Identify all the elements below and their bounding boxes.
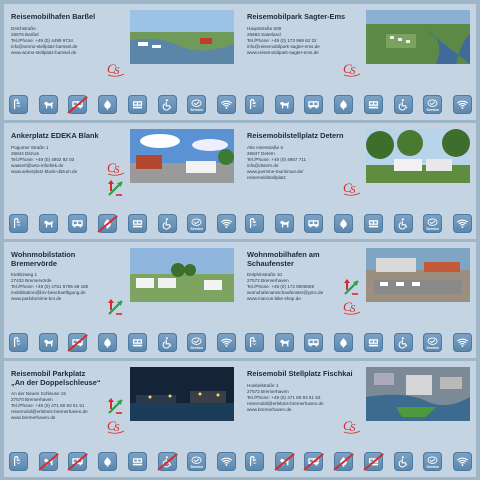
svg-text:C: C <box>343 299 352 314</box>
wifi-icon <box>217 452 236 471</box>
site-card <box>4 4 240 120</box>
address-line: 26847 Detern <box>247 150 275 156</box>
site-address-block <box>11 26 129 56</box>
dog-icon <box>39 95 58 114</box>
height-clearance-icon <box>342 278 362 296</box>
service-icon-label: Service <box>190 346 204 350</box>
svg-text:C: C <box>107 61 116 76</box>
height-clearance-icon <box>106 298 126 316</box>
website-link[interactable]: www.ankerplatz-blank-ditzum.de <box>11 168 78 174</box>
svg-text:C: C <box>107 160 116 175</box>
shower-icon <box>245 214 264 233</box>
wheelchair-icon <box>158 214 177 233</box>
dog-icon <box>275 214 294 233</box>
website-link[interactable]: www.womo-stellplatz-barssel.de <box>11 49 77 55</box>
address-line: Hauptstraße 509 <box>247 26 282 31</box>
address-line: 26844 Ditzum <box>11 150 40 156</box>
amenity-icon-row <box>9 452 236 471</box>
water-icon <box>98 214 117 233</box>
site-title <box>247 131 365 140</box>
water-icon <box>98 333 117 352</box>
site-title <box>247 369 365 378</box>
waste-disposal-icon <box>128 452 147 471</box>
site-title-line: Bremervörde <box>11 259 58 268</box>
wheelchair-icon <box>394 95 413 114</box>
address-line: Tel./Phone: +49 (0) 4499 9734 <box>11 37 73 43</box>
quality-seal-icon <box>342 179 362 197</box>
service-icon <box>423 452 442 471</box>
water-icon <box>334 333 353 352</box>
address-line: 27432 Bremervörde <box>11 277 52 283</box>
site-card <box>240 361 476 477</box>
wifi-icon <box>453 95 472 114</box>
svg-text:S: S <box>114 422 120 434</box>
quality-seal-icon <box>342 298 362 316</box>
site-title <box>11 369 129 387</box>
dog-icon <box>39 333 58 352</box>
site-photo <box>130 10 234 64</box>
service-icon <box>423 214 442 233</box>
shower-icon <box>245 452 264 471</box>
address-line: Kiebitzweg 1 <box>11 272 38 277</box>
site-photo <box>366 129 470 183</box>
waste-disposal-icon <box>364 214 383 233</box>
amenity-icon-row <box>245 95 472 114</box>
water-icon <box>334 214 353 233</box>
service-icon-label: Service <box>190 227 204 231</box>
shower-icon <box>245 95 264 114</box>
waste-disposal-icon <box>128 333 147 352</box>
email-link[interactable]: mobilstation@brv-beschaeftigung.de <box>11 289 86 295</box>
svg-text:C: C <box>343 418 352 433</box>
electricity-icon <box>68 452 87 471</box>
address-line: 26676 Barßel <box>11 31 39 37</box>
address-line: Tel./Phone: +49 (0) 4761 5795 59 180 <box>11 283 89 289</box>
electricity-icon <box>68 333 87 352</box>
svg-text:C: C <box>343 61 352 76</box>
address-line: Delphinstraße 10 <box>247 272 282 277</box>
site-address-block <box>247 26 365 56</box>
site-title-line: Reisemobilstellplatz Detern <box>247 131 344 140</box>
water-icon <box>334 95 353 114</box>
email-link[interactable]: info@womo-stellplatz-barssel.de <box>11 43 78 49</box>
wheelchair-icon <box>158 95 177 114</box>
site-title <box>11 12 129 21</box>
wifi-icon <box>453 333 472 352</box>
site-title-line: Wohnmobilstation <box>11 250 76 259</box>
site-card <box>4 242 240 358</box>
amenity-icon-row <box>245 452 472 471</box>
site-photo <box>366 248 470 302</box>
email-link[interactable]: womohafenamschaufenster@gmx.de <box>247 289 324 295</box>
shower-icon <box>9 214 28 233</box>
site-card <box>240 123 476 239</box>
quality-seal-icon <box>342 417 362 435</box>
electricity-icon <box>304 333 323 352</box>
shower-icon <box>9 333 28 352</box>
dog-icon <box>39 452 58 471</box>
service-icon-label: Service <box>426 346 440 350</box>
wheelchair-icon <box>394 214 413 233</box>
service-icon-label: Service <box>426 108 440 112</box>
svg-text:C: C <box>343 180 352 195</box>
site-title-line: Reisemobilpark Sagter-Ems <box>247 12 346 21</box>
quality-seal-icon <box>342 60 362 78</box>
amenity-icon-row <box>9 214 236 233</box>
site-photo <box>130 367 234 421</box>
site-title <box>247 12 365 21</box>
svg-text:S: S <box>114 164 120 176</box>
service-icon-label: Service <box>190 465 204 469</box>
amenity-icon-row <box>245 333 472 352</box>
service-icon-label: Service <box>426 465 440 469</box>
address-line: Tel./Phone: +49 (0) 173 969 62 22 <box>247 37 317 43</box>
electricity-icon <box>68 95 87 114</box>
electricity-icon <box>68 214 87 233</box>
site-title <box>247 250 365 268</box>
dog-icon <box>275 452 294 471</box>
address-line: Pogumer Straße 1 <box>11 145 49 150</box>
svg-text:S: S <box>350 65 356 77</box>
website-link[interactable]: www.marcus-bike-shop.de <box>247 295 301 301</box>
quality-seal-icon <box>106 60 126 78</box>
site-title-line: Ankerplatz EDEKA Blank <box>11 131 99 140</box>
address-line: 27572 Bremerhaven <box>247 388 289 394</box>
service-icon <box>187 95 206 114</box>
wheelchair-icon <box>394 333 413 352</box>
website-link[interactable]: www.parkdorsime-brv.de <box>11 295 62 301</box>
site-card <box>240 4 476 120</box>
water-icon <box>98 452 117 471</box>
site-title-line: Wohnmobilhafen am <box>247 250 320 259</box>
email-link[interactable]: wasserl@wso-inforbkk.de <box>11 162 64 168</box>
site-title-line: Reisemobilhafen Barßel <box>11 12 96 21</box>
site-photo <box>130 248 234 302</box>
service-icon <box>187 452 206 471</box>
email-link[interactable]: info@reisemobilpark-sagter-ems.de <box>247 43 320 49</box>
site-address-block <box>247 145 365 180</box>
site-title-line: Reisemobil Parkplatz <box>11 369 86 378</box>
email-link[interactable]: info@detern.de <box>247 162 279 168</box>
site-address-block <box>247 383 365 413</box>
site-photo <box>366 367 470 421</box>
waste-disposal-icon <box>128 214 147 233</box>
address-line: Alte Heerstraße 6 <box>247 145 283 150</box>
site-title <box>11 131 129 140</box>
email-link[interactable]: reisemobil@erlebnis-bremerhaven.de <box>247 400 324 406</box>
shower-icon <box>9 452 28 471</box>
address-line: Hoebelstraße 1 <box>247 383 279 388</box>
svg-text:S: S <box>114 65 120 77</box>
site-title-line: Schaufenster <box>247 259 294 268</box>
website-link[interactable]: www.bremerhaven.de <box>11 414 56 420</box>
shower-icon <box>245 333 264 352</box>
address-line: An der Neuen Schleuse 15 <box>11 391 66 396</box>
service-icon-label: Service <box>190 108 204 112</box>
electricity-icon <box>304 452 323 471</box>
address-line: 27570 Bremerhaven <box>11 396 53 402</box>
height-clearance-icon <box>106 397 126 415</box>
site-photo <box>130 129 234 183</box>
address-line: 26683 Saterland <box>247 31 281 37</box>
height-clearance-icon <box>106 179 126 197</box>
site-card <box>4 361 240 477</box>
svg-text:S: S <box>350 303 356 315</box>
site-title-line: „An der Doppelschleuse“ <box>11 378 101 387</box>
waste-disposal-icon <box>128 95 147 114</box>
website-link[interactable]: www.juemme-tourismus.de/ <box>247 168 304 174</box>
service-icon-label: Service <box>426 227 440 231</box>
site-card <box>240 242 476 358</box>
service-icon <box>187 333 206 352</box>
dog-icon <box>39 214 58 233</box>
address-line: Tel./Phone: +49 (0) 4957 711 <box>247 156 307 162</box>
svg-text:S: S <box>350 184 356 196</box>
address-line: Tel./Phone: +49 (0) 471 80 93 61 53 <box>247 394 321 400</box>
water-icon <box>98 95 117 114</box>
wifi-icon <box>217 214 236 233</box>
address-line: Tel./Phone: +49 (0) 172 9506569 <box>247 283 315 289</box>
address-line: reisemobilstellplatz <box>247 174 286 180</box>
amenity-icon-row <box>9 95 236 114</box>
wheelchair-icon <box>158 333 177 352</box>
quality-seal-icon <box>106 159 126 177</box>
dog-icon <box>275 333 294 352</box>
amenity-icon-row <box>9 333 236 352</box>
address-line: Tel./Phone: +49 (0) 471 80 93 61 51 <box>11 402 85 408</box>
site-photo <box>366 10 470 64</box>
service-icon <box>423 333 442 352</box>
email-link[interactable]: reisemobil@erlebnis-bremerhaven.de <box>11 408 88 414</box>
wifi-icon <box>217 95 236 114</box>
electricity-icon <box>304 214 323 233</box>
service-icon <box>423 95 442 114</box>
electricity-icon <box>304 95 323 114</box>
svg-text:S: S <box>350 422 356 434</box>
address-line: Deichstraße <box>11 26 36 31</box>
wifi-icon <box>217 333 236 352</box>
waste-disposal-icon <box>364 452 383 471</box>
website-link[interactable]: www.reisemobilpark-sagter-ems.de <box>247 49 319 55</box>
waste-disposal-icon <box>364 95 383 114</box>
quality-seal-icon <box>106 417 126 435</box>
website-link[interactable]: www.bremerhaven.de <box>247 406 292 412</box>
site-card <box>4 123 240 239</box>
waste-disposal-icon <box>364 333 383 352</box>
svg-text:C: C <box>107 418 116 433</box>
site-title-line: Reisemobil Stellplatz Fischkai <box>247 369 353 378</box>
shower-icon <box>9 95 28 114</box>
service-icon <box>187 214 206 233</box>
wheelchair-icon <box>158 452 177 471</box>
site-title <box>11 250 129 268</box>
dog-icon <box>275 95 294 114</box>
wheelchair-icon <box>394 452 413 471</box>
wifi-icon <box>453 214 472 233</box>
wifi-icon <box>453 452 472 471</box>
amenity-icon-row <box>245 214 472 233</box>
water-icon <box>334 452 353 471</box>
address-line: Tel./Phone: +49 (0) 4902 92 03 <box>11 156 75 162</box>
address-line: 27572 Bremerhaven <box>247 277 289 283</box>
